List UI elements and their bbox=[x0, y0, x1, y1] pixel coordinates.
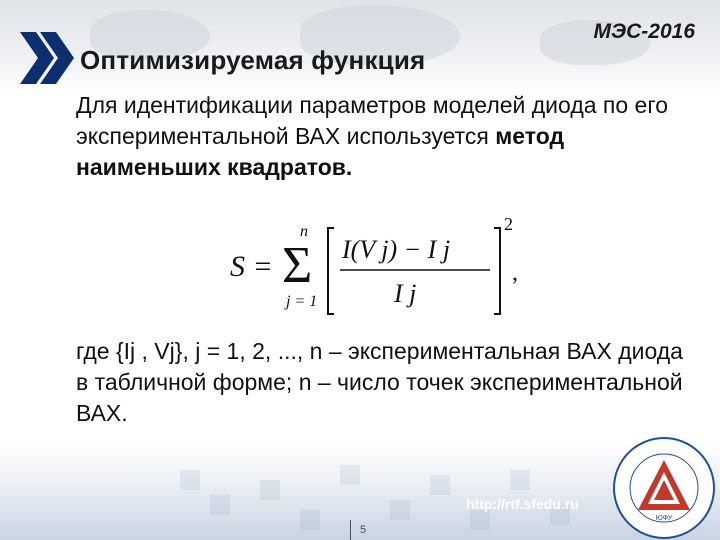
university-logo-icon bbox=[612, 436, 716, 540]
left-bracket bbox=[328, 228, 334, 314]
intro-bold-method: метод наименьших квадратов. bbox=[76, 123, 565, 180]
note-paragraph: где {Ij , Vj}, j = 1, 2, ..., n – экспериментальная ВАХ диода в табличной форме; n – число точек экспериментальной ВАХ. bbox=[76, 338, 683, 426]
formula-lhs: S = bbox=[230, 250, 273, 283]
least-squares-formula bbox=[222, 210, 542, 320]
page-number: 5 bbox=[360, 524, 367, 536]
right-bracket bbox=[494, 228, 500, 314]
conference-label: МЭС-2016 bbox=[593, 20, 695, 43]
formula-power: 2 bbox=[504, 214, 513, 234]
sum-upper-limit: n bbox=[300, 223, 308, 240]
intro-text: Для идентификации параметров моделей диода по его экспериментальной ВАХ используется bbox=[76, 92, 669, 149]
sum-lower-limit: j = 1 bbox=[286, 293, 318, 310]
footer-url[interactable]: http://rtf.sfedu.ru bbox=[466, 496, 579, 512]
formula-numerator: I(V j) − I j bbox=[342, 235, 451, 264]
logo-abbr: ЮФУ bbox=[655, 515, 673, 522]
slide-title: Оптимизируемая функция bbox=[80, 45, 426, 75]
page-divider bbox=[350, 520, 351, 540]
intro-paragraph bbox=[76, 90, 696, 183]
chevron-right-double-icon bbox=[20, 32, 76, 84]
formula-trail: , bbox=[512, 260, 518, 286]
formula-denominator: I j bbox=[394, 279, 417, 308]
sum-sign: Σ bbox=[282, 237, 313, 294]
